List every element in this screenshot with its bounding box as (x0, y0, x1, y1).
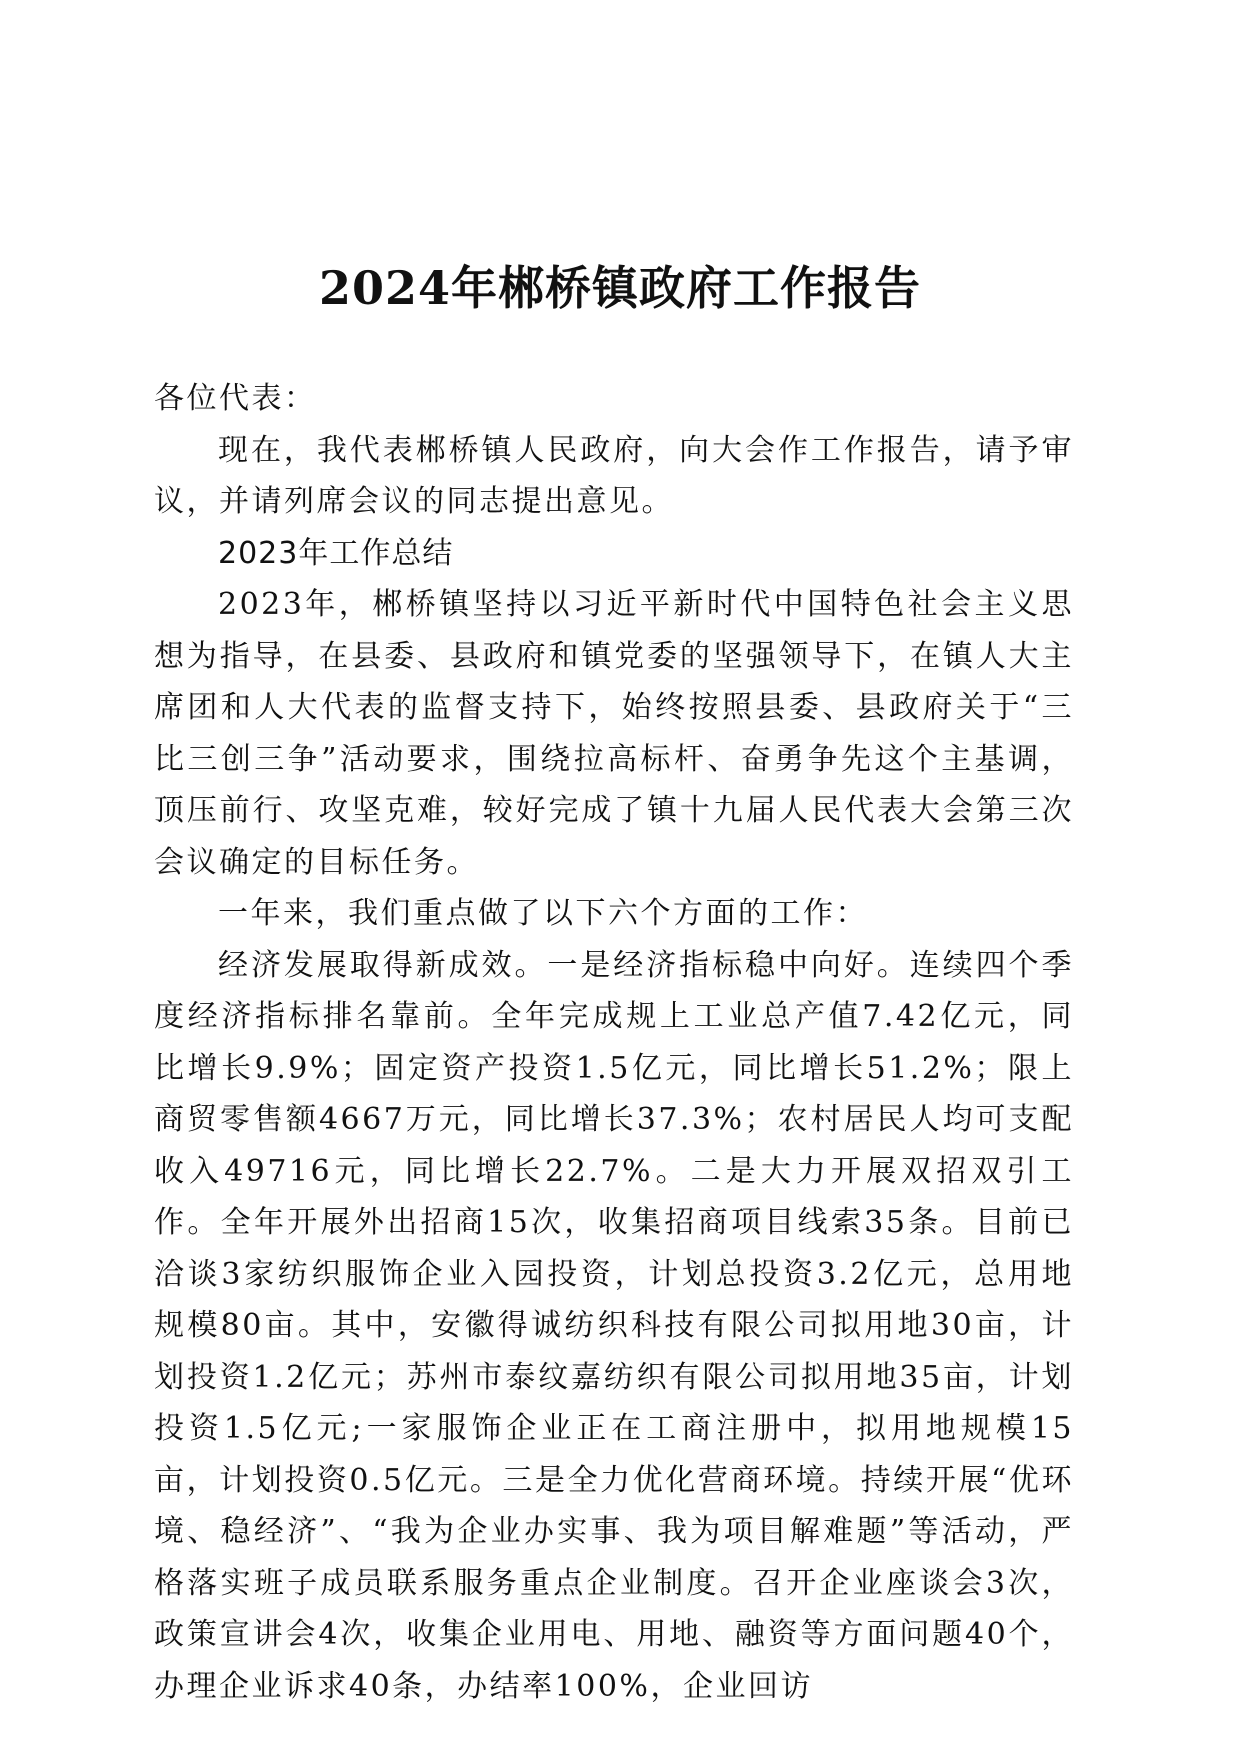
economy-paragraph: 经济发展取得新成效。一是经济指标稳中向好。连续四个季度经济指标排名靠前。全年完成规上工业总产值7.42亿元，同比增长9.9%；固定资产投资1.5亿元，同比增长51.2%；限上商贸零售额4667万元，同比增长37.3%；农村居民人均可支配收入49716元，同比增长22.7%。二是大力开展双招双引工作。全年开展外出招商15次，收集招商项目线索35条。目前已洽谈3家纺织服饰企业入园投资，计划总投资3.2亿元，总用地规模80亩。其中，安徽得诚纺织科技有限公司拟用地30亩，计划投资1.2亿元；苏州市泰纹嘉纺织有限公司拟用地35亩，计划投资1.5亿元;一家服饰企业正在工商注册中，拟用地规模15亩，计划投资0.5亿元。三是全力优化营商环境。持续开展“优环境、稳经济”、“我为企业办实事、我为项目解难题”等活动，严格落实班子成员联系服务重点企业制度。召开企业座谈会3次，政策宣讲会4次，收集企业用电、用地、融资等方面问题40个，办理企业诉求40条，办结率100%，企业回访 (154, 947, 1074, 1704)
document-body (154, 373, 1074, 1712)
opening-paragraph: 现在，我代表郴桥镇人民政府，向大会作工作报告，请予审议，并请列席会议的同志提出意见。 (154, 432, 1074, 519)
summary-paragraph: 2023年，郴桥镇坚持以习近平新时代中国特色社会主义思想为指导，在县委、县政府和镇党委的坚强领导下，在镇人大主席团和人大代表的监督支持下，始终按照县委、县政府关于“三比三创三争”活动要求，围绕拉高标杆、奋勇争先这个主基调，顶压前行、攻坚克难，较好完成了镇十九届人民代表大会第三次会议确定的目标任务。 (154, 587, 1074, 880)
overview-paragraph: 一年来，我们重点做了以下六个方面的工作： (218, 896, 868, 931)
document-title: 2024年郴桥镇政府工作报告 (318, 261, 922, 315)
section-heading: 2023年工作总结 (218, 535, 454, 571)
salutation: 各位代表： (154, 381, 317, 416)
